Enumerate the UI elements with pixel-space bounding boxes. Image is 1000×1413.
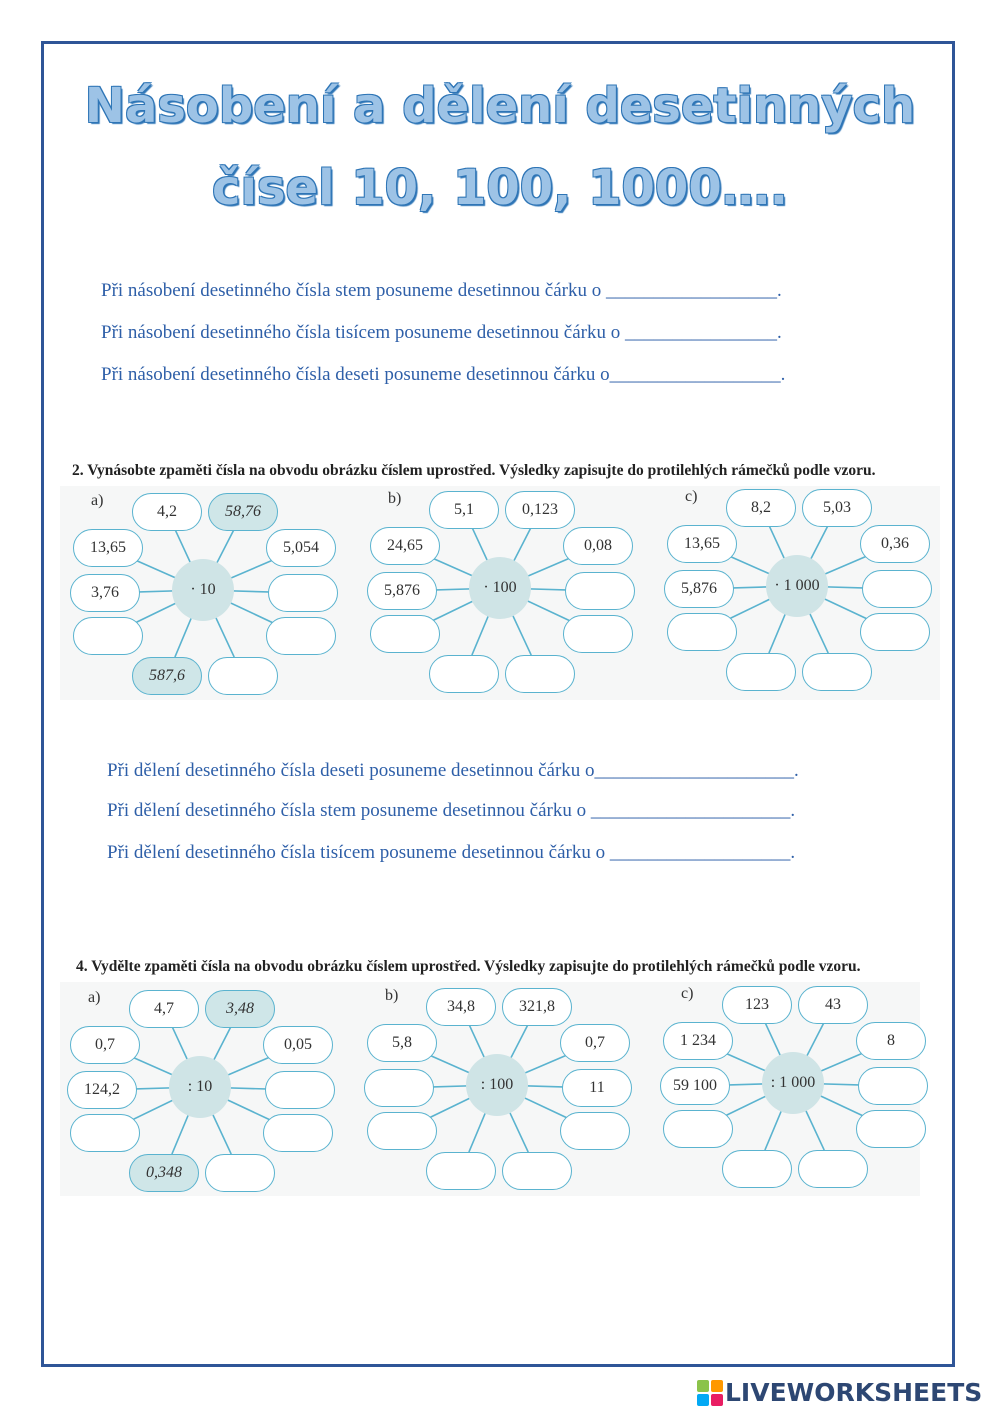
center-operator: : 100 [466,1054,528,1116]
number-box: 8,2 [726,489,796,527]
example-value-box: 0,348 [129,1154,199,1192]
example-value-box: 3,48 [205,990,275,1028]
answer-box[interactable] [73,617,143,655]
part-label: b) [385,987,399,1004]
number-box: 124,2 [67,1071,137,1109]
number-box: 5,03 [802,489,872,527]
answer-box[interactable] [268,574,338,612]
answer-box[interactable] [208,657,278,695]
task2-heading: 2. Vynásobte zpaměti čísla na obvodu obrázku číslem uprostřed. Výsledky zapisujte do protilehlých rámečků podle vzoru. [72,462,876,479]
number-box: 321,8 [502,988,572,1026]
answer-box[interactable] [663,1110,733,1148]
number-box: 0,08 [563,527,633,565]
answer-box[interactable] [722,1150,792,1188]
answer-box[interactable] [370,615,440,653]
center-operator: · 100 [469,557,531,619]
answer-box[interactable] [70,1114,140,1152]
answer-box[interactable] [798,1150,868,1188]
answer-box[interactable] [263,1114,333,1152]
number-box: 1 234 [663,1022,733,1060]
answer-box[interactable] [367,1112,437,1150]
example-value-box: 587,6 [132,657,202,695]
divide-sentence-1[interactable]: Při dělení desetinného čísla deseti posuneme desetinnou čárku o_____________________. [107,760,799,781]
answer-box[interactable] [502,1152,572,1190]
part-label: a) [91,492,104,509]
number-box: 0,36 [860,525,930,563]
center-operator: : 1 000 [762,1052,824,1114]
liveworksheets-watermark [697,1378,982,1407]
divide-sentence-3[interactable]: Při dělení desetinného čísla tisícem posuneme desetinnou čárku o ___________________. [107,842,796,863]
number-box: 0,7 [560,1024,630,1062]
number-box: 5,054 [266,529,336,567]
answer-box[interactable] [563,615,633,653]
center-operator: : 10 [169,1056,231,1118]
answer-box[interactable] [565,572,635,610]
number-box: 0,7 [70,1026,140,1064]
part-label: c) [681,985,694,1002]
multiply-sentence-2[interactable]: Při násobení desetinného čísla tisícem posuneme desetinnou čárku o ________________. [101,322,782,343]
part-label: a) [88,989,101,1006]
answer-box[interactable] [802,653,872,691]
number-box: 5,876 [367,572,437,610]
number-box: 59 100 [660,1067,730,1105]
number-box: 13,65 [667,525,737,563]
number-box: 3,76 [70,574,140,612]
answer-box[interactable] [862,570,932,608]
number-box: 4,7 [129,990,199,1028]
answer-box[interactable] [429,655,499,693]
center-operator: · 1 000 [766,555,828,617]
number-box: 5,876 [664,570,734,608]
answer-box[interactable] [265,1071,335,1109]
number-box: 5,8 [367,1024,437,1062]
number-box: 123 [722,986,792,1024]
answer-box[interactable] [426,1152,496,1190]
number-box: 0,05 [263,1026,333,1064]
multiply-sentence-1[interactable]: Při násobení desetinného čísla stem posuneme desetinnou čárku o __________________. [101,280,782,301]
answer-box[interactable] [364,1069,434,1107]
part-label: c) [685,488,698,505]
answer-box[interactable] [266,617,336,655]
number-box: 13,65 [73,529,143,567]
example-value-box: 58,76 [208,493,278,531]
answer-box[interactable] [860,613,930,651]
worksheet-title-line1: Násobení a dělení desetinných [84,78,916,134]
divide-sentence-2[interactable]: Při dělení desetinného čísla stem posuneme desetinnou čárku o _____________________. [107,800,796,821]
worksheet-title-line2: čísel 10, 100, 1000…. [212,160,788,216]
number-box: 11 [562,1069,632,1107]
multiply-sentence-3[interactable]: Při násobení desetinného čísla deseti posuneme desetinnou čárku o__________________. [101,364,786,385]
answer-box[interactable] [505,655,575,693]
part-label: b) [388,490,402,507]
answer-box[interactable] [726,653,796,691]
watermark-text: LIVEWORKSHEETS [725,1378,983,1407]
number-box: 5,1 [429,491,499,529]
number-box: 4,2 [132,493,202,531]
answer-box[interactable] [667,613,737,651]
center-operator: · 10 [172,559,234,621]
answer-box[interactable] [560,1112,630,1150]
liveworksheets-logo-icon [697,1380,723,1406]
task4-heading: 4. Vydělte zpaměti čísla na obvodu obrázku číslem uprostřed. Výsledky zapisujte do protilehlých rámečků podle vzoru. [76,958,861,975]
answer-box[interactable] [858,1067,928,1105]
answer-box[interactable] [856,1110,926,1148]
number-box: 0,123 [505,491,575,529]
answer-box[interactable] [205,1154,275,1192]
number-box: 34,8 [426,988,496,1026]
number-box: 8 [856,1022,926,1060]
number-box: 43 [798,986,868,1024]
number-box: 24,65 [370,527,440,565]
